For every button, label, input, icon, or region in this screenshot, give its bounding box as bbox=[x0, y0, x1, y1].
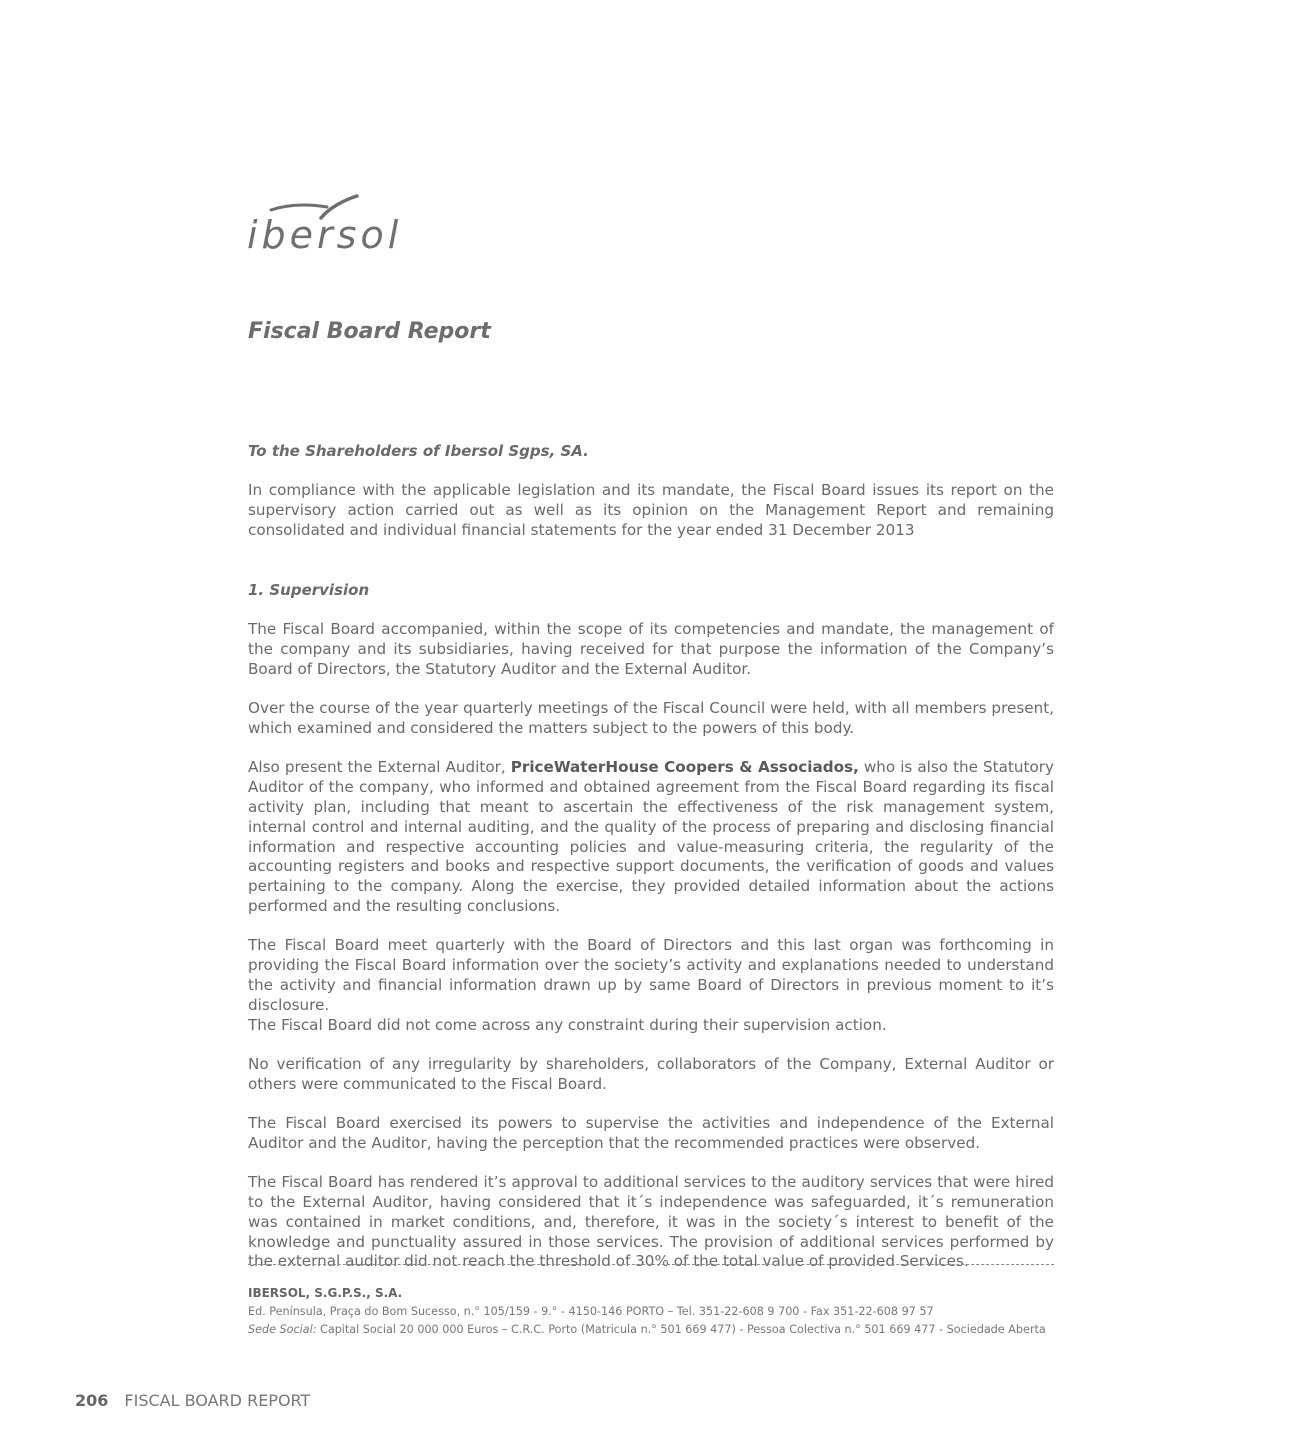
footer-address: Ed. Península, Praça do Bom Sucesso, n.° 105/159 - 9.° - 4150-146 PORTO – Tel. 351-22-608 9 700 - Fax 351-22-608 97 57 bbox=[248, 1304, 934, 1318]
paragraph: The Fiscal Board exercised its powers to supervise the activities and independence of the External Auditor and the Auditor, having the perception that the recommended practices were observed. bbox=[248, 1114, 1054, 1152]
logo-wordmark: ibersol bbox=[247, 213, 403, 257]
ibersol-logo bbox=[247, 176, 403, 268]
page-number: 206 bbox=[75, 1391, 109, 1410]
page-footer bbox=[75, 1391, 310, 1410]
auditor-name: PriceWaterHouse Coopers & Associados, bbox=[510, 758, 859, 777]
paragraph: No verification of any irregularity by shareholders, collaborators of the Company, External Auditor or others were communicated to the Fiscal Board. bbox=[248, 1054, 1054, 1093]
paragraph-text: The Fiscal Board did not come across any constraint during their supervision action. bbox=[248, 1015, 887, 1034]
running-section-title: FISCAL BOARD REPORT bbox=[124, 1391, 311, 1410]
paragraph-text: The Fiscal Board meet quarterly with the Board of Directors and this last organ was forthcoming in providing the Fiscal Board information over the society’s activity and explanations needed to understand the activity and financial information drawn up by same Board of Directors in previous moment to it’s disclosure. bbox=[248, 936, 1054, 1014]
footer-company: IBERSOL, S.G.P.S., S.A. bbox=[248, 1286, 403, 1300]
paragraph-text: Also present the External Auditor, bbox=[248, 758, 511, 777]
letterhead-footer bbox=[248, 1284, 1054, 1340]
paragraph: Over the course of the year quarterly meetings of the Fiscal Council were held, with all members present, which examined and considered the matters subject to the powers of this body. bbox=[248, 699, 1054, 737]
intro-paragraph: In compliance with the applicable legislation and its mandate, the Fiscal Board issues its report on the supervisory action carried out as well as its opinion on the Management Report and remaining consolidated and individual financial statements for the year ended 31 December 2013 bbox=[248, 481, 1054, 539]
paragraph bbox=[248, 936, 1054, 1035]
page-title: Fiscal Board Report bbox=[248, 319, 491, 344]
paragraph-text: who is also the Statutory Auditor of the company, who informed and obtained agreement from the Fiscal Board regarding its fiscal activity plan, including that meant to ascertain the effectiveness of the risk management system, internal control and internal auditing, and the quality of the process of preparing and disclosing financial information and respective accounting policies and value-measuring criteria, the regularity of the accounting registers and books and respective support documents, the verification of goods and values pertaining to the company. Along the exercise, they provided detailed information about the actions performed and the resulting conclusions. bbox=[248, 758, 1054, 915]
paragraph: The Fiscal Board accompanied, within the scope of its competencies and mandate, the management of the company and its subsidiaries, having received for that purpose the information of the Company’s Board of Directors, the Statutory Auditor and the External Auditor. bbox=[248, 620, 1054, 678]
footer-seat-label: Sede Social: bbox=[248, 1323, 317, 1336]
footer-seat-text: Capital Social 20 000 000 Euros – C.R.C. Porto (Matricula n.° 501 669 477) - Pessoa Colectiva n.° 501 669 477 - Sociedade Aberta bbox=[316, 1323, 1046, 1336]
section-heading: 1. Supervision bbox=[248, 580, 370, 599]
footer-registration bbox=[248, 1321, 1054, 1340]
footer-divider bbox=[248, 1264, 1054, 1265]
report-body bbox=[248, 442, 1054, 1292]
salutation: To the Shareholders of Ibersol Sgps, SA. bbox=[248, 442, 589, 460]
paragraph: The Fiscal Board has rendered it’s approval to additional services to the auditory services that were hired to the External Auditor, having considered that it´s independence was safeguarded, it´s remuneration was contained in market conditions, and, therefore, it was in the society´s interest to benefit of the knowledge and punctuality assured in those services. The provision of additional services performed by the external auditor did not reach the threshold of 30% of the total value of provided Services. bbox=[248, 1173, 1054, 1271]
paragraph bbox=[248, 758, 1054, 916]
